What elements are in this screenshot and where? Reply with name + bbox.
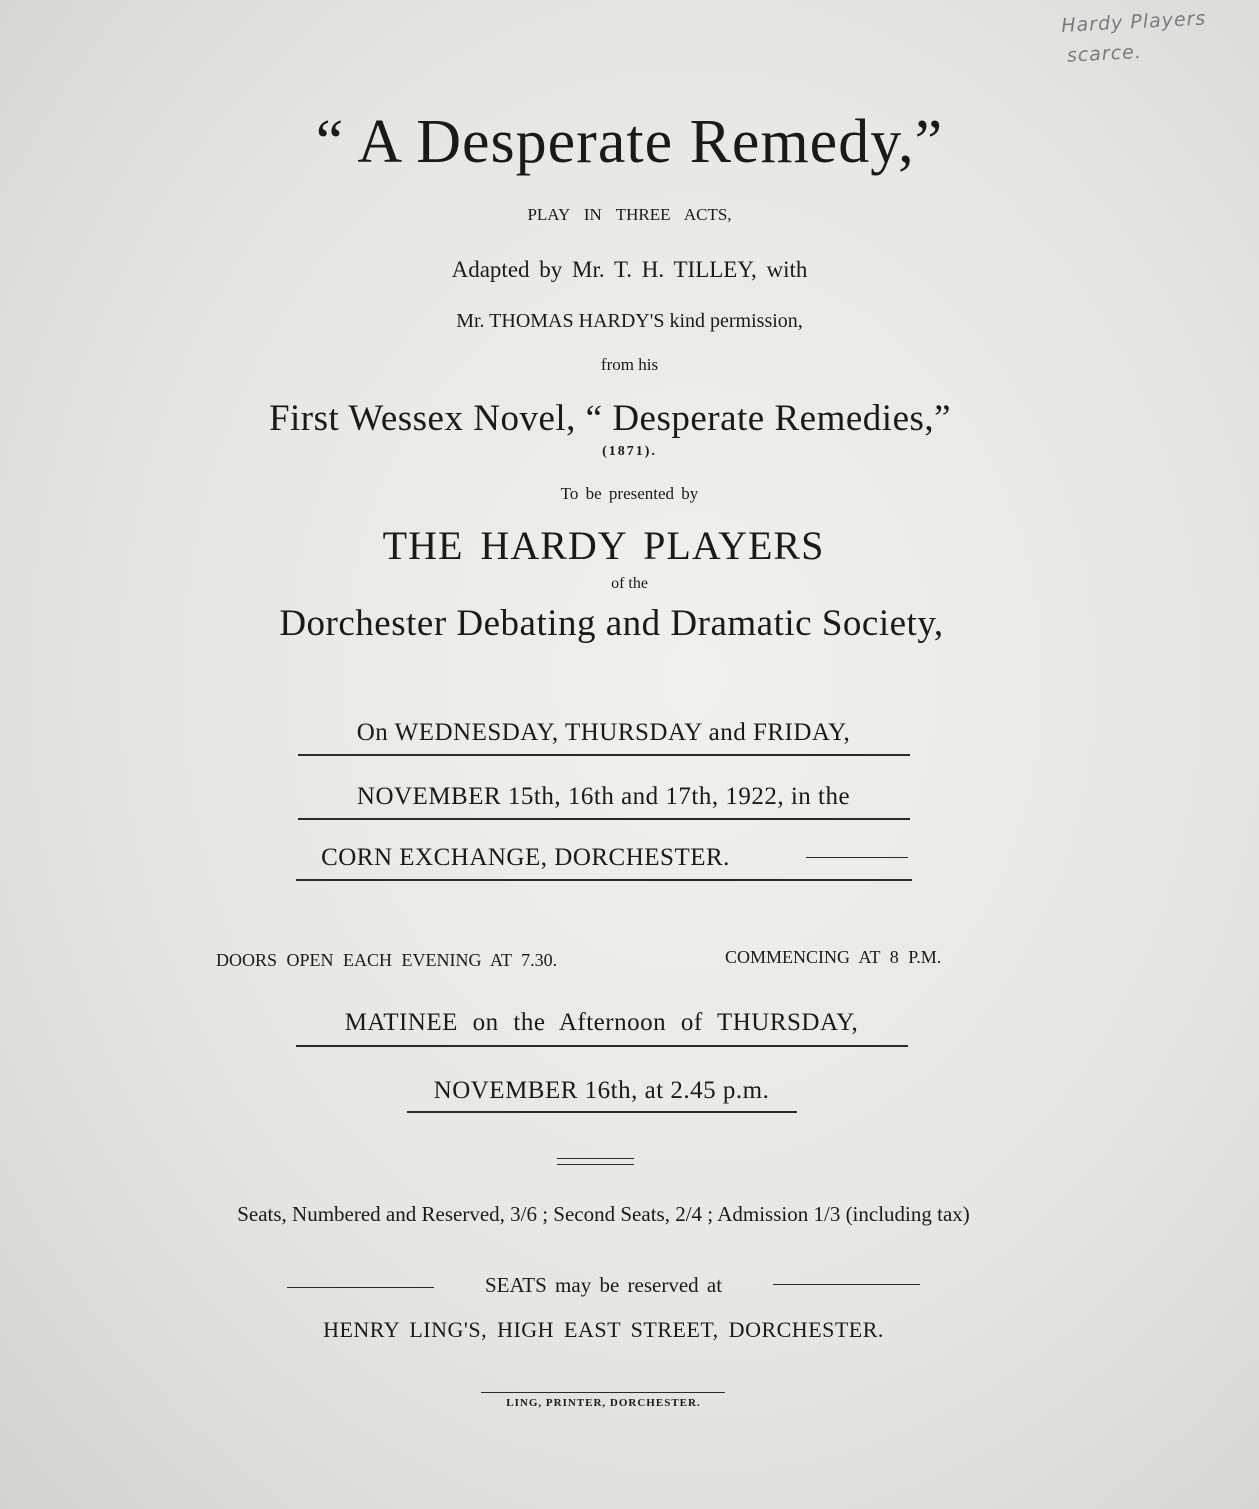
seat-reservation-text: SEATS may be reserved at <box>484 1273 723 1297</box>
printer-rule <box>481 1392 725 1393</box>
novel-title: First Wessex Novel, “ Desperate Remedies,” <box>268 398 952 439</box>
novel-year: (1871). <box>602 444 657 459</box>
matinee-line-1-underline <box>296 1045 908 1047</box>
ornament-rule-bottom <box>557 1164 634 1165</box>
ornament-rule-top <box>557 1158 634 1159</box>
commencing-text: COMMENCING AT 8 P.M. <box>725 947 942 967</box>
reserve-right-dash <box>773 1284 920 1285</box>
adaptation-credit: Adapted by Mr. T. H. TILLEY, with <box>451 257 808 282</box>
from-his-text: from his <box>600 355 659 374</box>
dates-line-3: CORN EXCHANGE, DORCHESTER. <box>321 844 730 871</box>
company-name: THE HARDY PLAYERS <box>382 523 825 568</box>
box-office-venue: HENRY LING'S, HIGH EAST STREET, DORCHESTER. <box>323 1317 884 1342</box>
dates-line-1: On WEDNESDAY, THURSDAY and FRIDAY, <box>356 719 851 746</box>
society-name: Dorchester Debating and Dramatic Society, <box>279 603 944 644</box>
poster-subtitle: PLAY IN THREE ACTS, <box>527 205 732 224</box>
matinee-line-2: NOVEMBER 16th, at 2.45 p.m. <box>433 1077 770 1104</box>
dates-line-3-underline <box>296 879 912 881</box>
seat-prices: Seats, Numbered and Reserved, 3/6 ; Second Seats, 2/4 ; Admission 1/3 (including tax) <box>237 1202 970 1226</box>
dates-line-2: NOVEMBER 15th, 16th and 17th, 1922, in the <box>356 783 851 810</box>
handwritten-note <box>1061 1 1254 71</box>
doors-open-text: DOORS OPEN EACH EVENING AT 7.30. <box>216 950 558 970</box>
handwritten-note-line-1: Hardy Players <box>1060 7 1207 37</box>
presented-by-text: To be presented by <box>560 484 699 503</box>
printer-imprint: LING, PRINTER, DORCHESTER. <box>506 1397 701 1409</box>
dates-line-1-underline <box>298 754 910 756</box>
poster-title: “ A Desperate Remedy,” <box>315 108 944 176</box>
dates-line-2-underline <box>298 818 910 820</box>
matinee-line-1: MATINEE on the Afternoon of THURSDAY, <box>344 1009 859 1036</box>
dates-line-3-dash <box>806 857 908 858</box>
permission-credit: Mr. THOMAS HARDY'S kind permission, <box>456 310 803 332</box>
matinee-line-2-underline <box>407 1111 797 1113</box>
of-the-text: of the <box>611 575 648 592</box>
handwritten-note-line-2: scarce. <box>1066 40 1143 67</box>
